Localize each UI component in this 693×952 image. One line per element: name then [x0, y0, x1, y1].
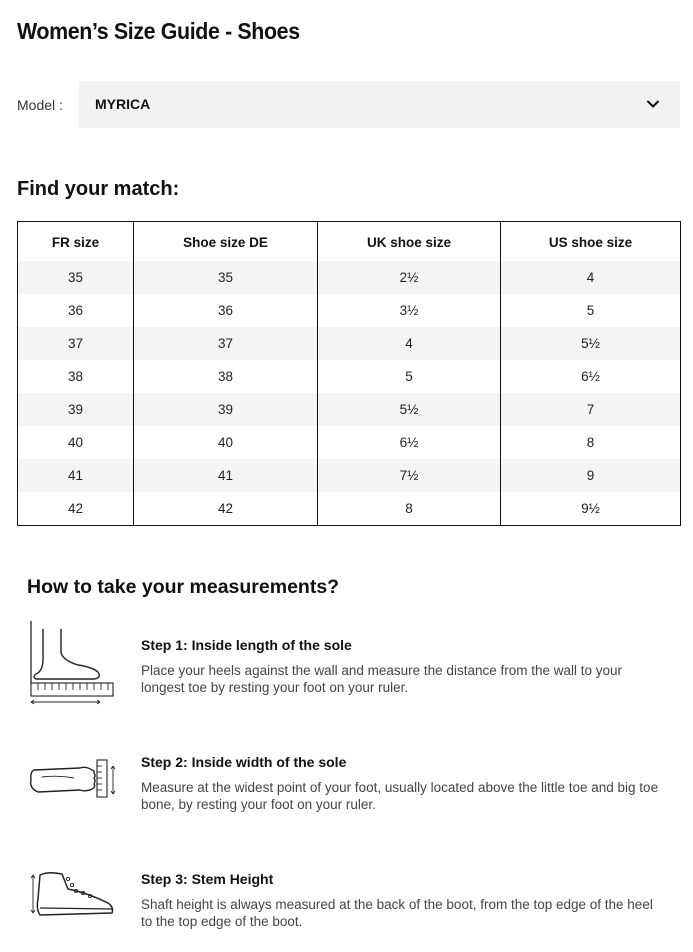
table-row	[18, 393, 681, 426]
cell-us: 9½	[501, 492, 681, 526]
cell-de: 41	[134, 459, 318, 492]
cell-us: 5	[501, 294, 681, 327]
cell-de: 36	[134, 294, 318, 327]
boot-height-icon	[28, 869, 118, 921]
cell-uk: 7½	[318, 459, 501, 492]
cell-us: 7	[501, 393, 681, 426]
cell-us: 5½	[501, 327, 681, 360]
table-row	[18, 459, 681, 492]
table-row	[18, 261, 681, 294]
table-row	[18, 492, 681, 526]
find-match-heading: Find your match:	[17, 178, 180, 200]
model-select[interactable]	[79, 81, 680, 128]
cell-fr: 41	[18, 459, 134, 492]
cell-de: 40	[134, 426, 318, 459]
page-title: Women’s Size Guide - Shoes	[17, 18, 300, 44]
table-header-row	[18, 222, 681, 262]
cell-us: 9	[501, 459, 681, 492]
cell-uk: 2½	[318, 261, 501, 294]
cell-us: 8	[501, 426, 681, 459]
model-label: Model :	[17, 97, 63, 113]
cell-uk: 6½	[318, 426, 501, 459]
step-2-title: Step 2: Inside width of the sole	[141, 754, 347, 770]
cell-fr: 36	[67, 303, 84, 318]
cell-fr: 38	[67, 369, 84, 384]
model-select-value: MYRICA	[95, 96, 151, 112]
foot-width-icon	[28, 758, 118, 804]
cell-fr: 37	[18, 327, 134, 360]
cell-de: 35	[134, 261, 318, 294]
header-uk-size: UK shoe size	[318, 222, 501, 262]
table-row	[18, 294, 681, 327]
header-us-size: US shoe size	[501, 222, 681, 262]
step-3-title: Step 3: Stem Height	[141, 871, 274, 887]
table-row	[18, 360, 681, 393]
cell-fr: 42	[67, 501, 84, 516]
step-3-description: Shaft height is always measured at the back of the boot, from the top edge of the heel to the top edge of the boot.	[141, 897, 653, 929]
step-1-description: Place your heels against the wall and measure the distance from the wall to your longest toe by resting your foot on your ruler.	[141, 663, 623, 695]
measurements-heading: How to take your measurements?	[27, 576, 340, 598]
cell-de: 42	[134, 492, 318, 526]
size-table	[17, 221, 681, 526]
cell-uk: 4	[318, 327, 501, 360]
cell-us: 6½	[501, 360, 681, 393]
cell-fr: 39	[18, 393, 134, 426]
table-row	[18, 327, 681, 360]
cell-uk: 3½	[318, 294, 501, 327]
cell-de: 37	[134, 327, 318, 360]
foot-length-icon	[28, 621, 118, 707]
cell-fr: 35	[18, 261, 134, 294]
cell-uk: 5	[318, 360, 501, 393]
cell-uk: 8	[318, 492, 501, 526]
header-fr-size: FR size	[51, 235, 100, 250]
cell-de: 39	[134, 393, 318, 426]
table-row	[18, 426, 681, 459]
chevron-down-icon	[646, 97, 660, 111]
cell-de: 38	[134, 360, 318, 393]
cell-uk: 5½	[318, 393, 501, 426]
step-2-description: Measure at the widest point of your foot, usually located above the little toe and big toe bone, by resting your foot on your ruler.	[141, 780, 659, 812]
cell-fr: 40	[67, 435, 84, 450]
step-1-title: Step 1: Inside length of the sole	[141, 637, 352, 653]
cell-us: 4	[501, 261, 681, 294]
header-de-size: Shoe size DE	[134, 222, 318, 262]
